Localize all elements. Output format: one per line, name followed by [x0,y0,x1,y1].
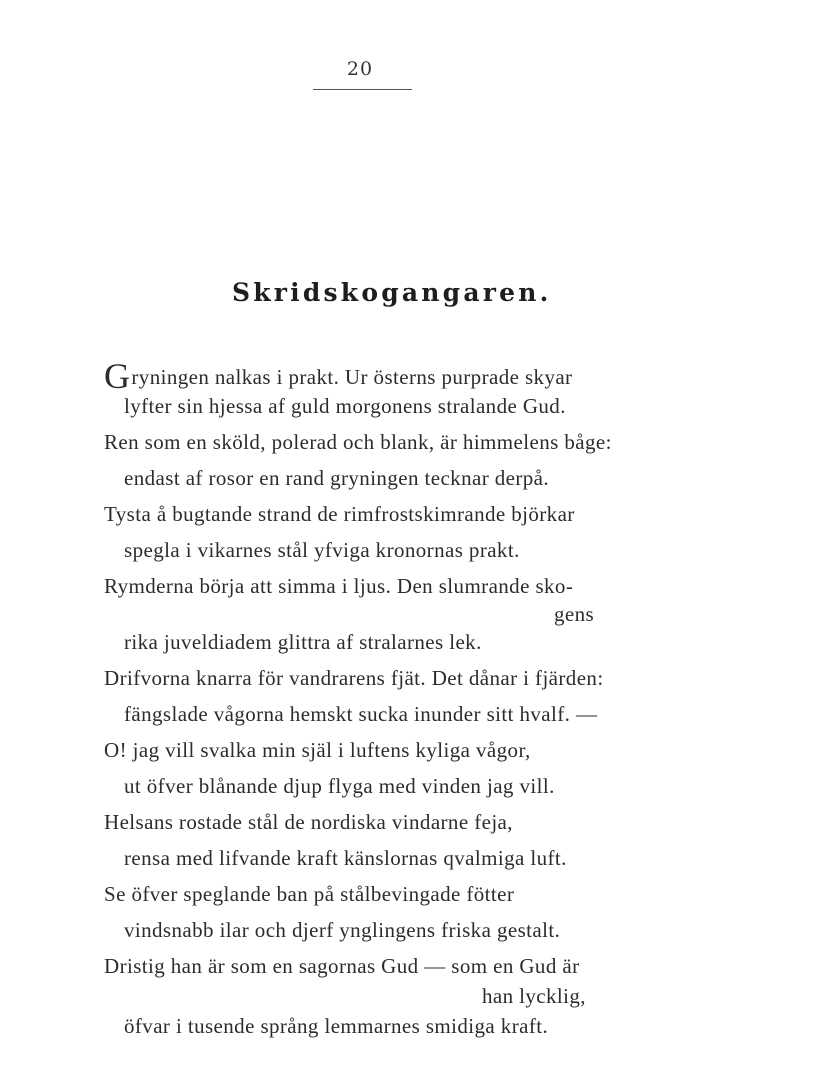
poem-line: rika juveldiadem glittra af stralarnes lek. [124,630,482,654]
poem-line: rensa med lifvande kraft känslornas qvalmiga luft. [124,846,567,870]
poem-line-continuation: gens [554,602,595,626]
poem-line-1-text: ryningen nalkas i prakt. Ur österns purprade skyar [131,365,573,389]
poem-line-continuation: han lycklig, [482,984,586,1008]
poem-line: O! jag vill svalka min själ i luftens kyliga vågor, [104,738,531,762]
drop-cap: G [104,356,131,396]
poem-line: Tysta å bugtande strand de rimfrostskimrande björkar [104,502,575,526]
poem-line: endast af rosor en rand gryningen tecknar derpå. [124,466,550,490]
poem-line: ut öfver blånande djup flyga med vinden jag vill. [124,774,555,798]
poem-line: Rymderna börja att simma i ljus. Den slumrande sko- [104,574,574,598]
poem-line: öfvar i tusende språng lemmarnes smidiga kraft. [124,1014,549,1038]
poem-line: spegla i vikarnes stål yfviga kronornas prakt. [124,538,520,562]
poem-line-1 [104,358,572,394]
poem-line: lyfter sin hjessa af guld morgonens stralande Gud. [124,394,566,418]
page-number-rule [313,89,412,90]
poem-line: fängslade vågorna hemskt sucka inunder sitt hvalf. — [124,702,598,726]
poem-line: Ren som en sköld, polerad och blank, är himmelens båge: [104,430,612,454]
poem-line: Se öfver speglande ban på stålbevingade fötter [104,882,515,906]
poem-line: vindsnabb ilar och djerf ynglingens friska gestalt. [124,918,561,942]
poem-line: Drifvorna knarra för vandrarens fjät. Det dånar i fjärden: [104,666,604,690]
page-number: 20 [346,58,374,80]
poem-title: Skridskogangaren. [232,278,552,307]
poem-line: Helsans rostade stål de nordiska vindarne feja, [104,810,513,834]
poem-line: Dristig han är som en sagornas Gud — som en Gud är [104,954,580,978]
